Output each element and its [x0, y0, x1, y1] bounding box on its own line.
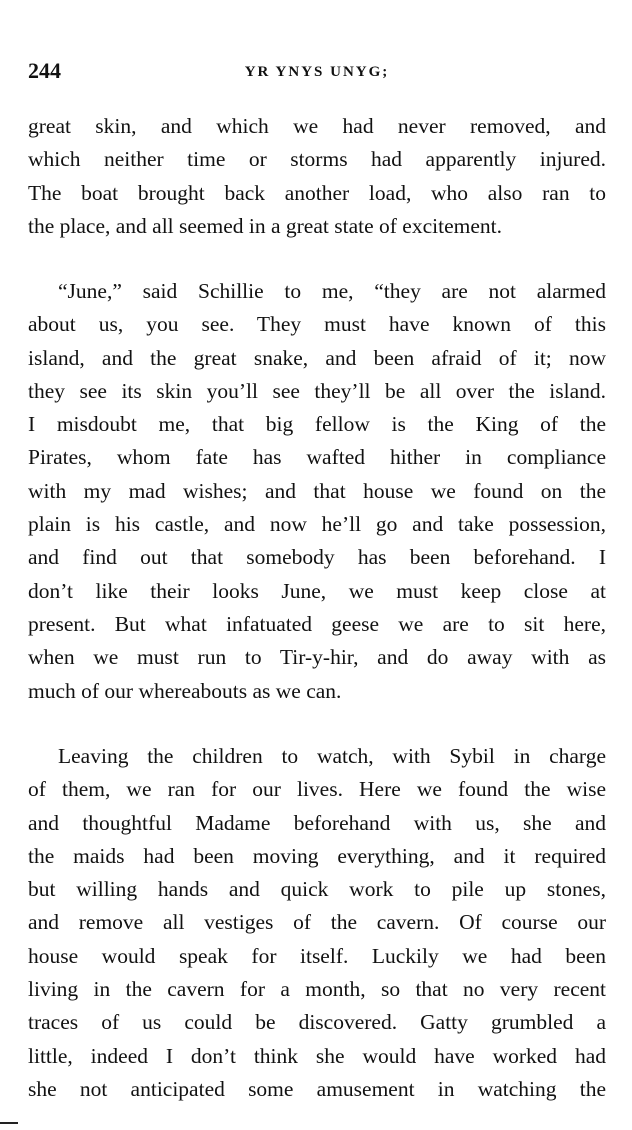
text-line: house would speak for itself. Luckily we had been: [28, 943, 606, 968]
page-number: 244: [28, 58, 61, 83]
running-head: YR YNYS UNYG;: [244, 64, 390, 80]
text-line: the maids had been moving everything, and it required: [28, 843, 606, 868]
text-line: when we must run to Tir-y-hir, and do away with as: [28, 645, 606, 670]
paragraph-2: [28, 275, 606, 708]
paragraph-1: [28, 110, 606, 243]
text-line: the place, and all seemed in a great state of excitement.: [28, 213, 502, 238]
text-line: I misdoubt me, that big fellow is the King of the: [28, 412, 606, 437]
text-line: Pirates, whom fate has wafted hither in compliance: [28, 445, 606, 470]
text-line: present. But what infatuated geese we are to sit here,: [28, 611, 606, 636]
text-line: Leaving the children to watch, with Sybil in charge: [58, 744, 606, 768]
text-line: The boat brought back another load, who also ran to: [28, 180, 606, 205]
text-line: about us, you see. They must have known of this: [28, 312, 606, 337]
paragraph-3: [28, 740, 606, 1106]
text-line: living in the cavern for a month, so that no very recent: [28, 977, 606, 1002]
text-line: plain is his castle, and now he’ll go and take possession,: [28, 512, 606, 537]
text-line: but willing hands and quick work to pile up stones,: [28, 877, 606, 902]
text-line: traces of us could be discovered. Gatty grumbled a: [28, 1010, 606, 1035]
text-line: “June,” said Schillie to me, “they are not alarmed: [58, 279, 606, 303]
text-line: of them, we ran for our lives. Here we found the wise: [28, 777, 606, 802]
text-line: don’t like their looks June, we must keep close at: [28, 578, 606, 603]
scan-edge-mark: [0, 1122, 18, 1124]
text-line: and remove all vestiges of the cavern. Of course our: [28, 910, 606, 935]
text-line: with my mad wishes; and that house we found on the: [28, 478, 606, 503]
text-line: and thoughtful Madame beforehand with us, she and: [28, 810, 606, 835]
text-line: they see its skin you’ll see they’ll be all over the island.: [28, 378, 606, 403]
page-header: [28, 58, 606, 88]
text-line: which neither time or storms had apparently injured.: [28, 147, 606, 172]
text-line: and find out that somebody has been beforehand. I: [28, 545, 606, 570]
text-line: great skin, and which we had never removed, and: [28, 114, 606, 138]
text-line: island, and the great snake, and been afraid of it; now: [28, 345, 606, 370]
text-line: she not anticipated some amusement in watching the: [28, 1076, 606, 1101]
text-line: little, indeed I don’t think she would have worked had: [28, 1043, 606, 1068]
text-line: much of our whereabouts as we can.: [28, 678, 342, 703]
